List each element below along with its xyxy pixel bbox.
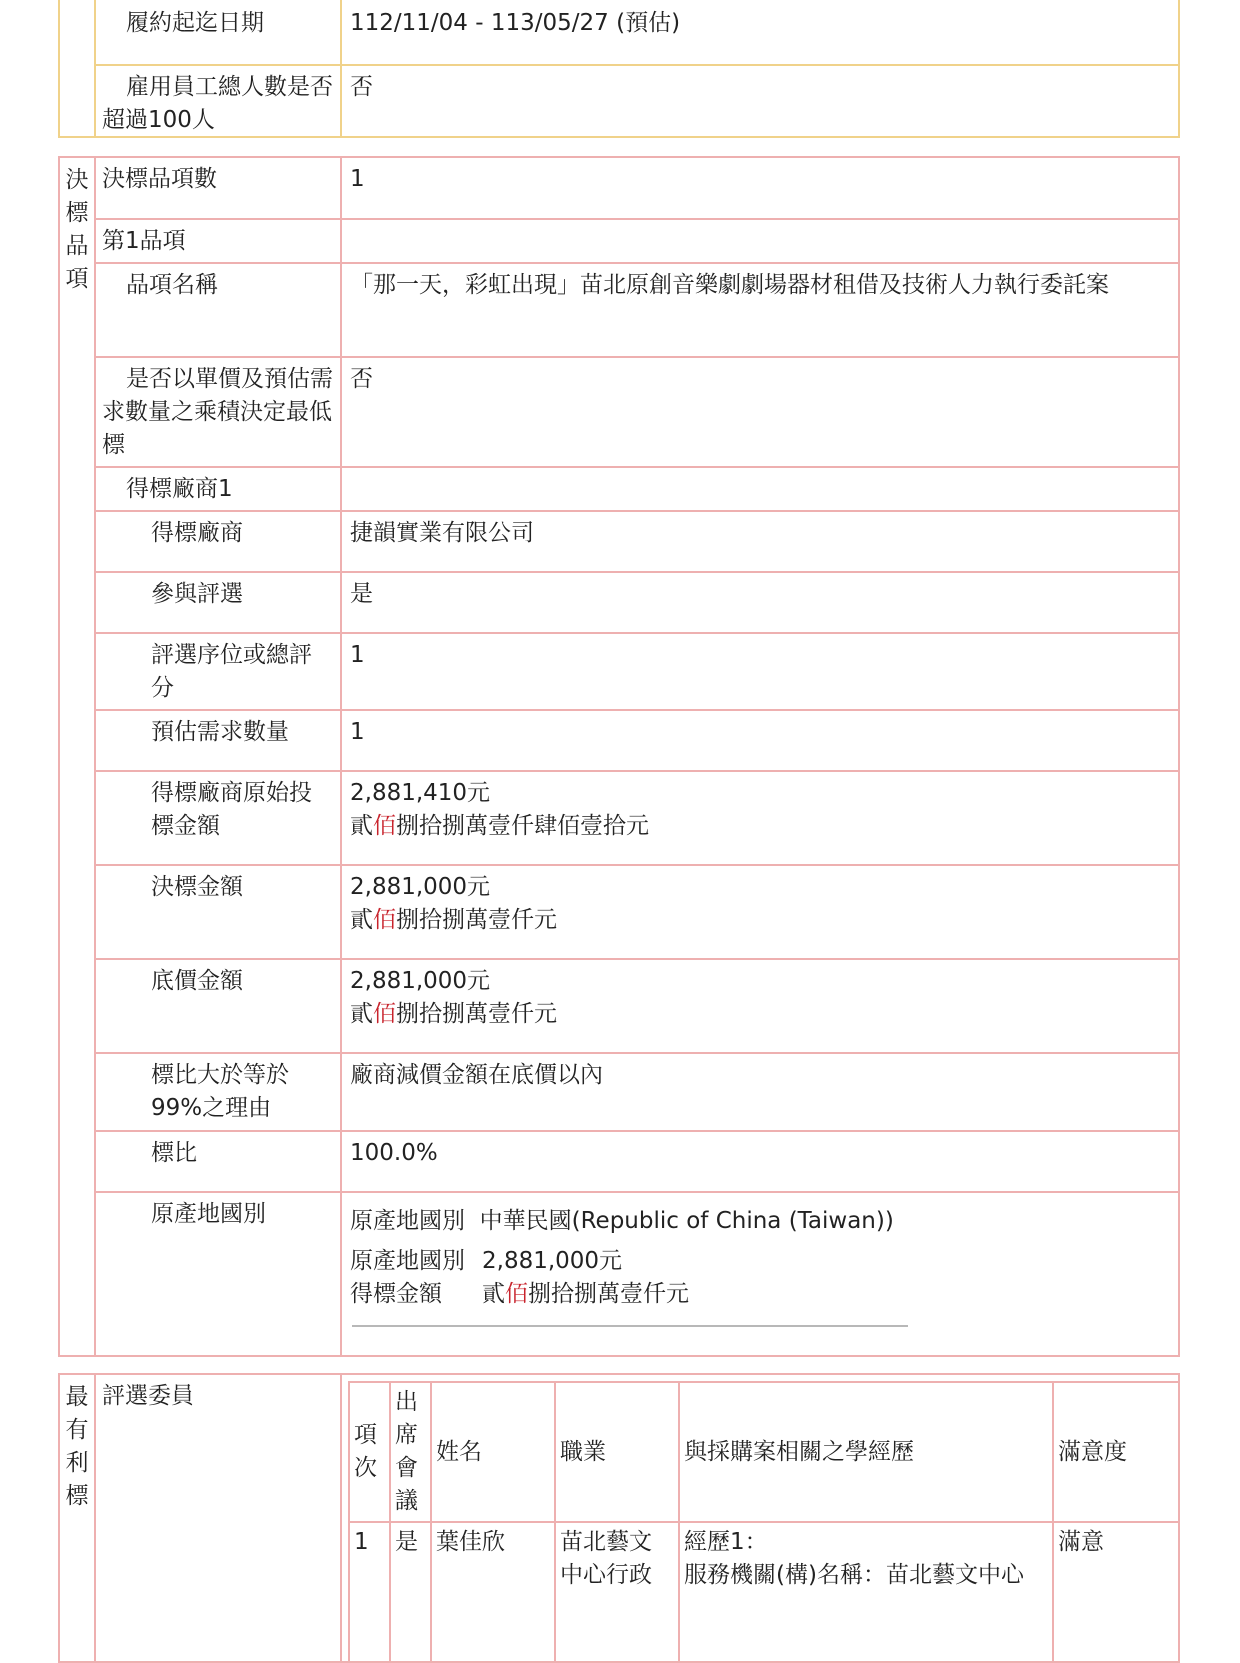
contract-side-label bbox=[60, 0, 96, 136]
field-label: 得標廠商原始投標金額 bbox=[96, 772, 342, 864]
field-value: 否 bbox=[350, 74, 373, 100]
field-value: 廠商減價金額在底價以內 bbox=[350, 1062, 603, 1088]
committee-table-wrap bbox=[342, 1375, 1178, 1663]
header-cell: 職業 bbox=[555, 1382, 679, 1522]
amount-words: 貳佰捌拾捌萬壹仟元 bbox=[350, 907, 557, 933]
field-label: 雇用員工總人數是否超過100人 bbox=[96, 66, 342, 138]
field-value: 100.0% bbox=[350, 1140, 438, 1166]
cell-no: 1 bbox=[349, 1522, 390, 1662]
field-label: 品項名稱 bbox=[96, 264, 342, 356]
header-cell: 與採購案相關之學經歷 bbox=[679, 1382, 1053, 1522]
field-value: 否 bbox=[350, 366, 373, 392]
award-items-section bbox=[58, 156, 1180, 1357]
best-value-section bbox=[58, 1373, 1180, 1663]
amount-number: 2,881,000元 bbox=[350, 968, 491, 994]
field-value: 捷韻實業有限公司 bbox=[350, 520, 534, 546]
field-label: 評選委員 bbox=[96, 1375, 342, 1663]
reserve-price-row bbox=[96, 960, 1178, 1054]
amount-number: 2,881,000元 bbox=[350, 874, 491, 900]
cell-name: 葉佳欣 bbox=[431, 1522, 555, 1662]
cell-attend: 是 bbox=[390, 1522, 431, 1662]
field-label: 得標廠商1 bbox=[96, 468, 342, 510]
origin-country-row bbox=[96, 1193, 1178, 1357]
field-label: 得標廠商 bbox=[96, 512, 342, 571]
field-label: 標比 bbox=[96, 1132, 342, 1191]
field-value: 是 bbox=[350, 581, 373, 607]
field-label: 決標品項數 bbox=[96, 158, 342, 218]
field-value bbox=[342, 772, 1178, 864]
original-bid-amount-row bbox=[96, 772, 1178, 866]
field-value bbox=[342, 220, 1178, 262]
contract-section bbox=[58, 0, 1180, 138]
header-cell: 出席會議 bbox=[390, 1382, 431, 1522]
field-value bbox=[342, 960, 1178, 1052]
amount-words: 貳佰捌拾捌萬壹仟肆佰壹拾元 bbox=[350, 813, 649, 839]
contract-period-row bbox=[96, 0, 1178, 66]
evaluation-rank-row bbox=[96, 634, 1178, 711]
cell-experience: 經歷1： 服務機關(構)名稱：苗北藝文中心 bbox=[679, 1522, 1053, 1662]
field-value bbox=[342, 468, 1178, 510]
field-label: 是否以單價及預估需求數量之乘積決定最低標 bbox=[96, 358, 342, 466]
side-label-text: 決標品項 bbox=[65, 167, 89, 292]
participated-evaluation-row bbox=[96, 573, 1178, 634]
divider bbox=[352, 1325, 908, 1327]
ratio-reason-row bbox=[96, 1054, 1178, 1132]
committee-row bbox=[96, 1375, 1178, 1663]
committee-table bbox=[348, 1381, 1180, 1663]
field-label: 評選序位或總評分 bbox=[96, 634, 342, 709]
lowest-bid-method-row bbox=[96, 358, 1178, 468]
origin-country-value bbox=[342, 1193, 1178, 1357]
amount-words: 貳佰捌拾捌萬壹仟元 bbox=[350, 1001, 557, 1027]
table-row bbox=[349, 1522, 1179, 1662]
field-value: 1 bbox=[350, 719, 365, 745]
field-value bbox=[342, 866, 1178, 958]
estimated-quantity-row bbox=[96, 711, 1178, 772]
item-1-row bbox=[96, 220, 1178, 264]
winning-vendor-row bbox=[96, 512, 1178, 573]
cell-job: 苗北藝文中心行政 bbox=[555, 1522, 679, 1662]
origin-amount-value: 2,881,000元 貳佰捌拾捌萬壹仟元 bbox=[482, 1248, 689, 1307]
field-value: 「那一天，彩虹出現」苗北原創音樂劇劇場器材租借及技術人力執行委託案 bbox=[350, 272, 1109, 298]
award-item-count-row bbox=[96, 158, 1178, 220]
cell-satisfaction: 滿意 bbox=[1053, 1522, 1179, 1662]
employee-count-row bbox=[96, 66, 1178, 138]
item-name-row bbox=[96, 264, 1178, 358]
header-cell: 項次 bbox=[349, 1382, 390, 1522]
vendor-1-row bbox=[96, 468, 1178, 512]
field-value: 1 bbox=[350, 166, 365, 192]
header-cell: 滿意度 bbox=[1053, 1382, 1179, 1522]
field-label: 預估需求數量 bbox=[96, 711, 342, 770]
field-label: 標比大於等於99%之理由 bbox=[96, 1054, 342, 1130]
best-value-side-label bbox=[60, 1375, 96, 1661]
field-label: 履約起迄日期 bbox=[96, 0, 342, 64]
field-label: 決標金額 bbox=[96, 866, 342, 958]
origin-amount-label: 原產地國別 得標金額 bbox=[350, 1248, 465, 1307]
amount-number: 2,881,410元 bbox=[350, 780, 491, 806]
side-label-text: 最有利標 bbox=[65, 1384, 89, 1509]
field-label: 參與評選 bbox=[96, 573, 342, 632]
field-label: 底價金額 bbox=[96, 960, 342, 1052]
header-cell: 姓名 bbox=[431, 1382, 555, 1522]
field-label: 原產地國別 bbox=[96, 1193, 342, 1357]
origin-country-line: 原產地國別 中華民國(Republic of China (Taiwan)) bbox=[350, 1208, 894, 1234]
field-value: 112/11/04 - 113/05/27 (預估) bbox=[350, 10, 681, 36]
table-header-row bbox=[349, 1382, 1179, 1522]
field-value: 1 bbox=[350, 642, 365, 668]
award-items-side-label bbox=[60, 158, 96, 1355]
award-amount-row bbox=[96, 866, 1178, 960]
bid-ratio-row bbox=[96, 1132, 1178, 1193]
field-label: 第1品項 bbox=[96, 220, 342, 262]
